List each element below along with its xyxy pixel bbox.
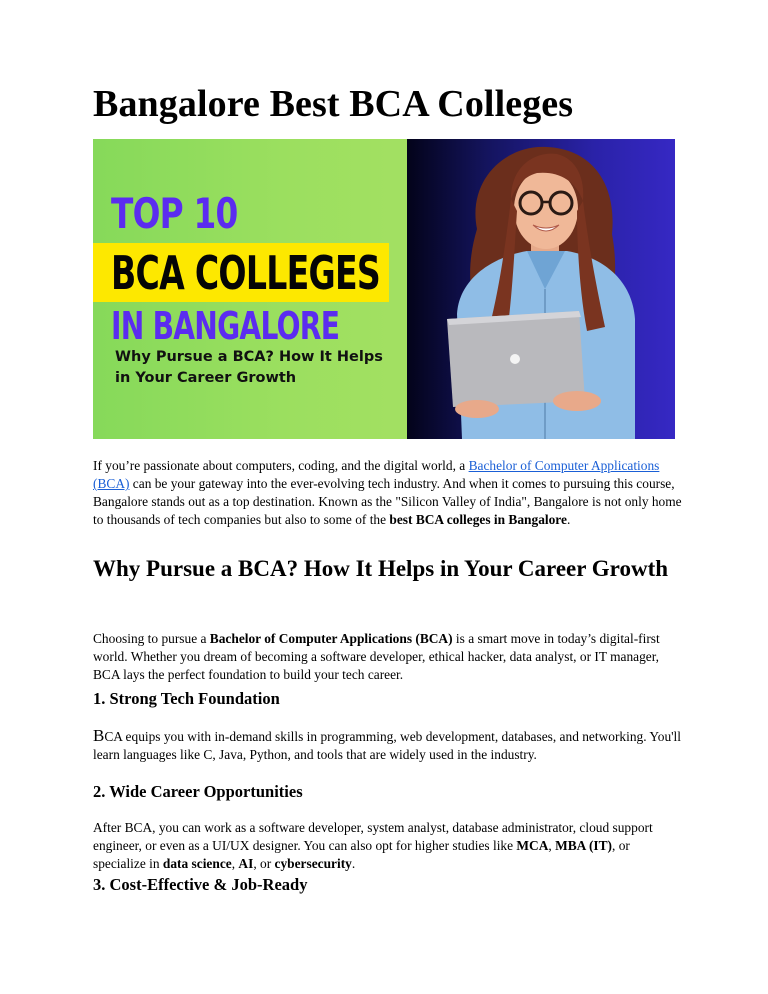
student-with-laptop-illustration bbox=[407, 139, 675, 439]
why-bca-paragraph: Choosing to pursue a Bachelor of Computer Applications (BCA) is a smart move in today’s digital-first world. Whether you dream of becoming a software developer, ethical hacker, data analyst, or IT manager, BCA lays the perfect foundation to build your tech career. bbox=[93, 631, 660, 682]
section-heading-why-bca: Why Pursue a BCA? How It Helps in Your Career Growth bbox=[93, 556, 669, 581]
point-paragraph-1: BCA equips you with in-demand skills in programming, web development, databases, and networking. You'll learn languages like C, Java, Python, and tools that are widely used in the industry. bbox=[93, 726, 681, 762]
dropcap-letter: B bbox=[93, 726, 105, 745]
point-heading-3: 3. Cost-Effective & Job-Ready bbox=[93, 875, 308, 894]
page-title: Bangalore Best BCA Colleges bbox=[93, 83, 574, 125]
hero-subtitle: Why Pursue a BCA? How It Helps in Your Career Growth bbox=[115, 349, 383, 386]
point-paragraph-2: After BCA, you can work as a software developer, system analyst, database administrator, cloud support engineer, or even as a UI/UX designer. You can also opt for higher studies like MCA, MBA (IT), or specialize in data science, AI, or cybersecurity. bbox=[93, 820, 653, 871]
hero-top10-text: TOP 10 bbox=[111, 189, 238, 238]
point-heading-2: 2. Wide Career Opportunities bbox=[93, 782, 303, 801]
hero-banner-image bbox=[93, 139, 675, 439]
hero-in-bangalore-text: IN BANGALORE bbox=[111, 304, 340, 348]
best-bca-colleges-bold: best BCA colleges in Bangalore bbox=[389, 512, 567, 527]
point-heading-1: 1. Strong Tech Foundation bbox=[93, 689, 280, 708]
bca-link[interactable]: Bachelor of Computer Applications (BCA) bbox=[93, 458, 660, 491]
intro-paragraph: If you’re passionate about computers, coding, and the digital world, a Bachelor of Computer Applications (BCA) can be your gateway into the ever-evolving tech industry. And when it comes to pursuing this course, Bangalore stands out as a top destination. Known as the "Silicon Valley of India", Bangalore is not only home to thousands of tech companies but also to some of the best BCA colleges in Bangalore. bbox=[93, 458, 682, 527]
hero-bca-colleges-text: BCA COLLEGES bbox=[111, 246, 381, 300]
